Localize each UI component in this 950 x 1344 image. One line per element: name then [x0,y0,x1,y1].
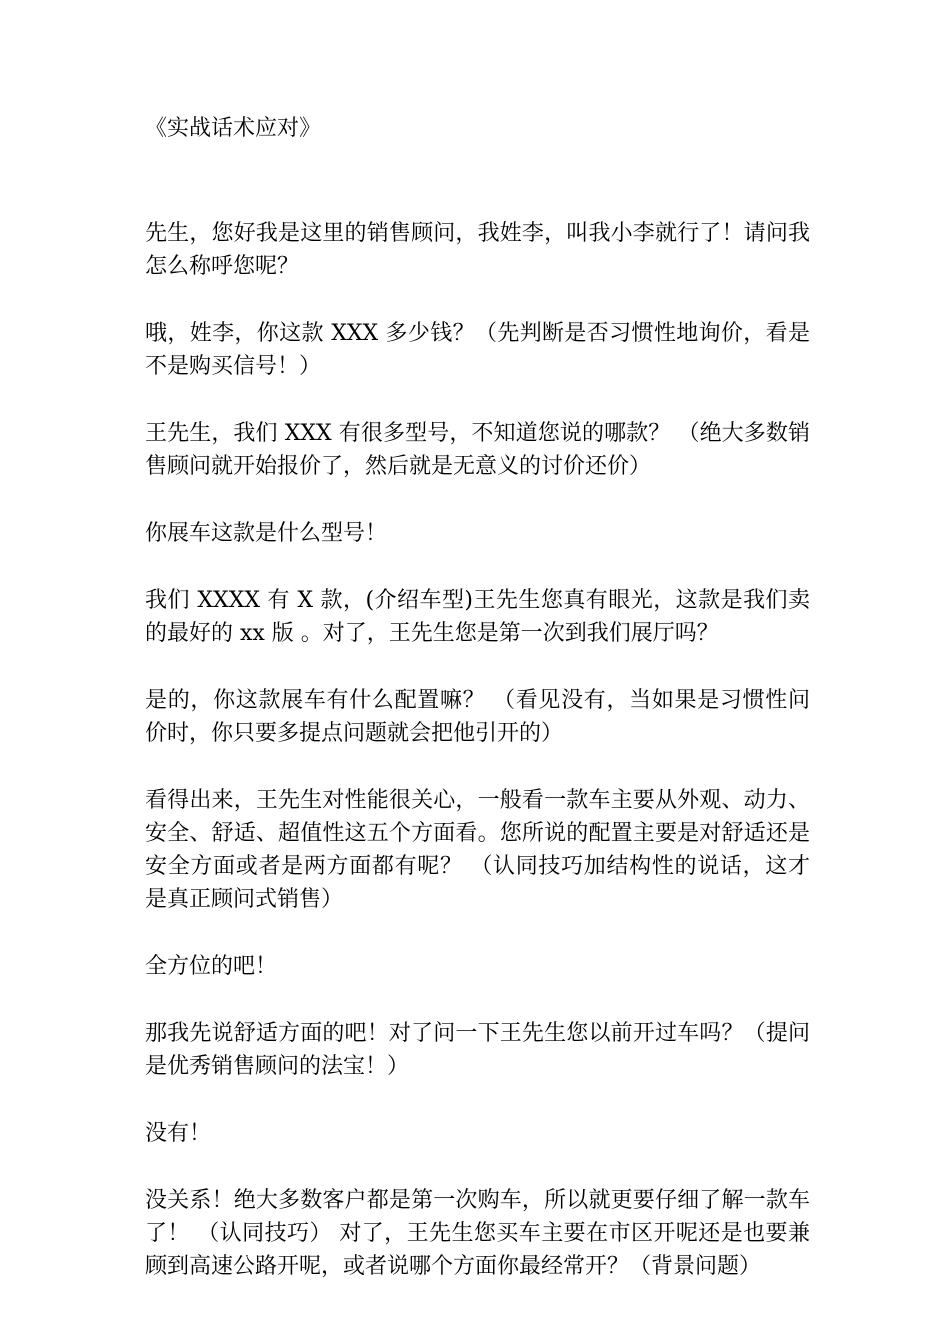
paragraph-model-question: 王先生，我们 XXX 有很多型号，不知道您说的哪款？ （绝大多数销售顾问就开始报价了，然后就是无意义的讨价还价） [145,421,810,479]
paragraph-all-around: 全方位的吧！ [145,954,278,979]
paragraph-background-question: 没关系！绝大多数客户都是第一次购车，所以就更要仔细了解一款车了！ （认同技巧） 对了，王先生您买车主要在市区开呢还是也要兼顾到高速公路开呢，或者说哪个方面你最经常开？（背景问题） [145,1188,810,1279]
paragraph-price-question: 哦，姓李，你这款 XXX 多少钱？（先判断是否习惯性地询价，看是不是购买信号！） [145,321,810,379]
paragraph-no: 没有！ [145,1121,212,1146]
paragraph-greeting: 先生，您好我是这里的销售顾问，我姓李，叫我小李就行了！请问我怎么称呼您呢？ [145,221,810,279]
paragraph-introduce-model: 我们 XXXX 有 X 款，(介绍车型)王先生您真有眼光，这款是我们卖的最好的 xx 版 。对了，王先生您是第一次到我们展厅吗？ [145,588,810,646]
document-body [145,112,810,1317]
paragraph-comfort: 那我先说舒适方面的吧！对了问一下王先生您以前开过车吗？（提问是优秀销售顾问的法宝！） [145,1021,810,1079]
paragraph-five-aspects: 看得出来，王先生对性能很关心，一般看一款车主要从外观、动力、安全、舒适、超值性这五个方面看。您所说的配置主要是对舒适还是安全方面或者是两方面都有呢？ （认同技巧加结构性的说话，这才是真正顾问式销售） [145,788,810,912]
paragraph-configuration: 是的，你这款展车有什么配置嘛？ （看见没有，当如果是习惯性问价时，你只要多提点问题就会把他引开的） [145,688,810,746]
paragraph-showcar-model: 你展车这款是什么型号！ [145,521,388,546]
document-title: 《实战话术应对》 [145,116,322,141]
